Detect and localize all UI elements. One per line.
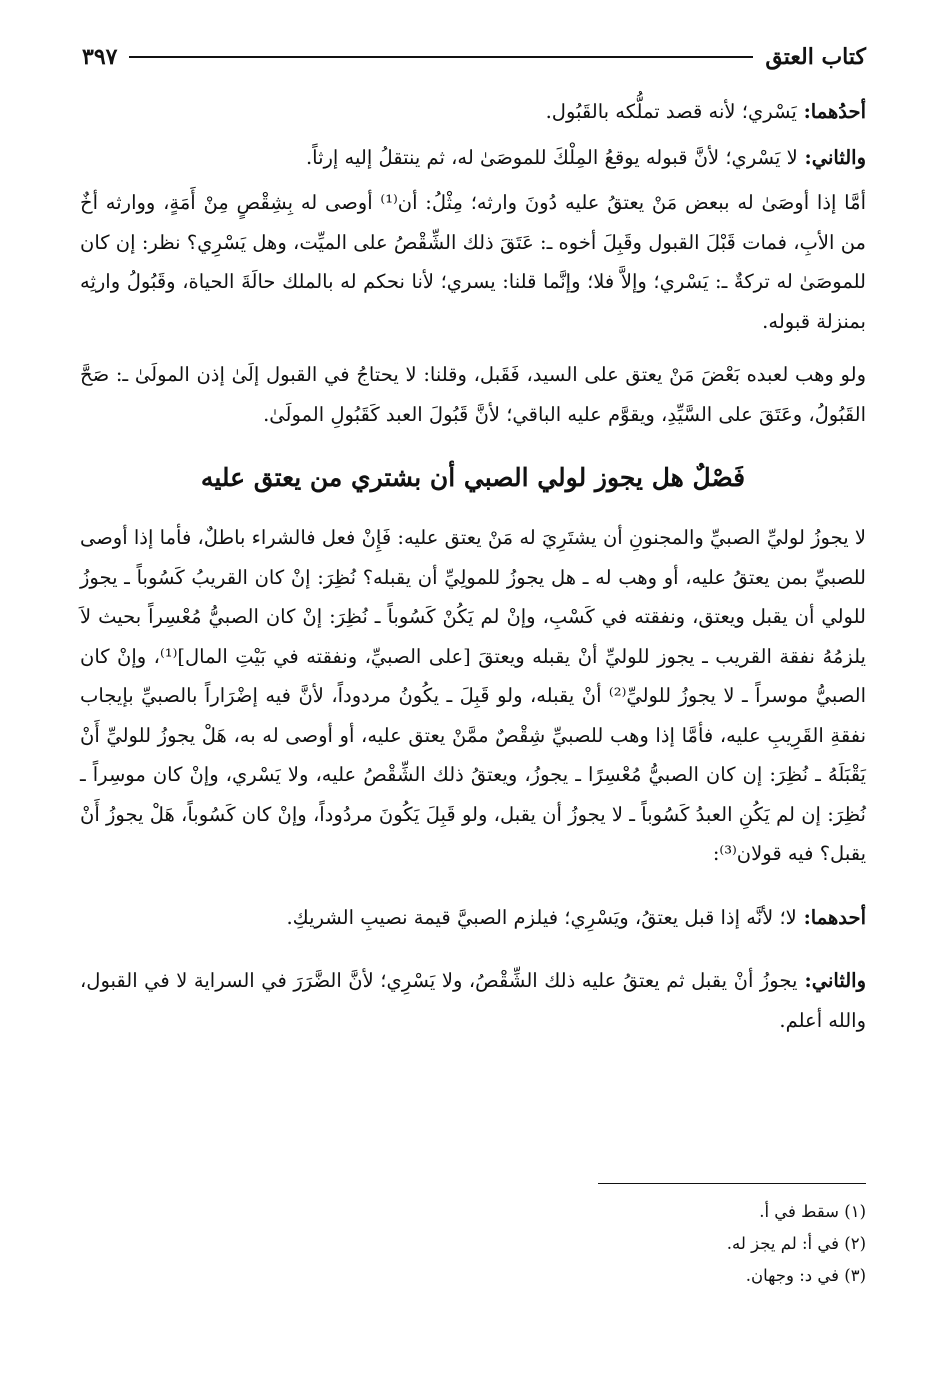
body-text [80,92,866,1040]
paragraph-text: أمَّا إذا أوصَىٰ له ببعض مَنْ يعتقُ عليه دُونَ وارثه؛ مِثْلُ: أن⁽¹⁾ أوصى له بِشِقْصٍ مِنْ أَمَةٍ، ووارثه أخٌ من الأبِ، فمات قَبْلَ القبول وقَبِلَ أخوه ـ: عَتَقَ ذلك الشِّقْصُ على الميِّت، وهل يَسْرِي؟ نظر: إن كان للموصَىٰ له تركةٌ ـ: يَسْري؛ وإلاَّ فلا؛ وإنَّما قلنا: يسري؛ لأنا نحكم له بالملك حالَةَ الحياة، وقَبُولُ وارثِه بمنزلة قبوله. [80,191,866,333]
book-title: كتاب العتق [765,44,866,70]
paragraph-bequest [80,183,866,341]
footnotes [466,1196,866,1292]
paragraph-lead: والثاني: [797,145,866,169]
page-header [82,40,866,74]
paragraph-gift-to-slave [80,355,866,434]
paragraph-lead: والثاني: [797,969,866,992]
paragraph-guardian-purchase [80,518,866,874]
paragraph-first-view [80,92,866,132]
footnote-rule [598,1183,866,1184]
paragraph-second-view [80,138,866,178]
page-number: ٣٩٧ [82,44,118,70]
paragraph-text: لا يجوزُ لوليِّ الصبيِّ والمجنونِ أن يشتَرِيَ له مَنْ يعتق عليه: فَإِنْ فعل فالشراء باطلٌ، فأما إذا أوصى للصبيِّ بمن يعتقُ عليه، أو وهب له ـ هل يجوزُ للمولِيِّ أن يقبله؟ نُظِرَ: إنْ كان القريبُ كَسُوباً ـ يجوزُ للولي أن يقبل ويعتق، ونفقته في كَسْبِ، وإنْ لم يَكُنْ كَسُوباً ـ نُظِرَ: إنْ كان الصبيُّ مُعْسِراً بحيث لاَ يلزمُهُ نفقة القريب ـ يجوز للوليِّ أنْ يقبله ويعتقَ [على الصبيِّ، ونفقته في بَيْتِ المال]⁽¹⁾، وإنْ كان الصبيُّ موسراً ـ لا يجوزُ للوليِّ⁽²⁾ أنْ يقبله، ولو قَبِلَ ـ يكُونُ مردوداً، لأنَّ فيه إضْرَاراً بالصبيِّ بإيجاب نفقةِ القَرِيبِ عليه، فأمَّا إذا وهب للصبيِّ شِقْصٌ ممَّنْ يعتق عليه، أو أوصى له به، هَلْ يجوزُ للوليِّ أَنْ يَقْبَلَهُ ـ نُظِرَ: إن كان الصبيُّ مُعْسِرًا ـ يجوزُ، ويعتقُ ذلك الشِّقْصُ عليه، ولا يَسْري، وإنْ كان موسِراً ـ نُظِرَ: إن لم يَكُنِ العبدُ كَسُوباً ـ لا يجوزُ أن يقبل، ولو قَبِلَ يَكُونَ مردُوداً، وإنْ كان كَسُوباً، هَلْ يجوزُ أَنْ يقبل؟ فيه قولان⁽³⁾: [80,526,866,865]
footnote-3: (٣) في د: وجهان. [745,1266,866,1285]
paragraph-second-opinion [80,961,866,1040]
paragraph-lead: أحدُهما: [796,100,866,123]
footnote-1: (١) سقط في أ. [759,1202,866,1221]
paragraph-first-opinion [80,898,866,938]
paragraph-text: لا يَسْري؛ لأنَّ قبوله يوقعُ المِلْكَ للموصَىٰ له، ثم ينتقلُ إليه إرثاً. [305,145,798,169]
paragraph-lead: أحدهما: [796,905,866,929]
paragraph-text: يجوزُ أنْ يقبل ثم يعتقُ عليه ذلك الشِّقْصُ، ولا يَسْرِي؛ لأنَّ الضَّرَرَ في السراية لا في القبول، والله أعلم. [80,969,866,1032]
paragraph-text: ولو وهب لعبده بَعْضَ مَنْ يعتق على السيد، فَقَبل، وقلنا: لا يحتاجُ في القبول إلَىٰ إذن المولَىٰ ـ: صَحَّ القَبُولُ، وعَتَقَ على السَّيِّدِ، ويقوَّم عليه الباقي؛ لأنَّ قَبُولَ العبد كَقَبُولِ المولَىٰ. [80,363,866,426]
section-title: فَصْلٌ هل يجوز لولي الصبي أن بشتري من يعتق عليه [200,463,746,492]
paragraph-text: لا؛ لأنَّه إذا قبل يعتقُ، ويَسْرِي؛ فيلزم الصبيَّ قيمة نصيبِ الشريكِ. [286,905,797,929]
paragraph-text: يَسْري؛ لأنه قصد تملُّكه بالقَبُول. [545,100,797,123]
footnote-2: (٢) في أ: لم يجز له. [726,1234,866,1253]
header-rule [129,56,753,58]
